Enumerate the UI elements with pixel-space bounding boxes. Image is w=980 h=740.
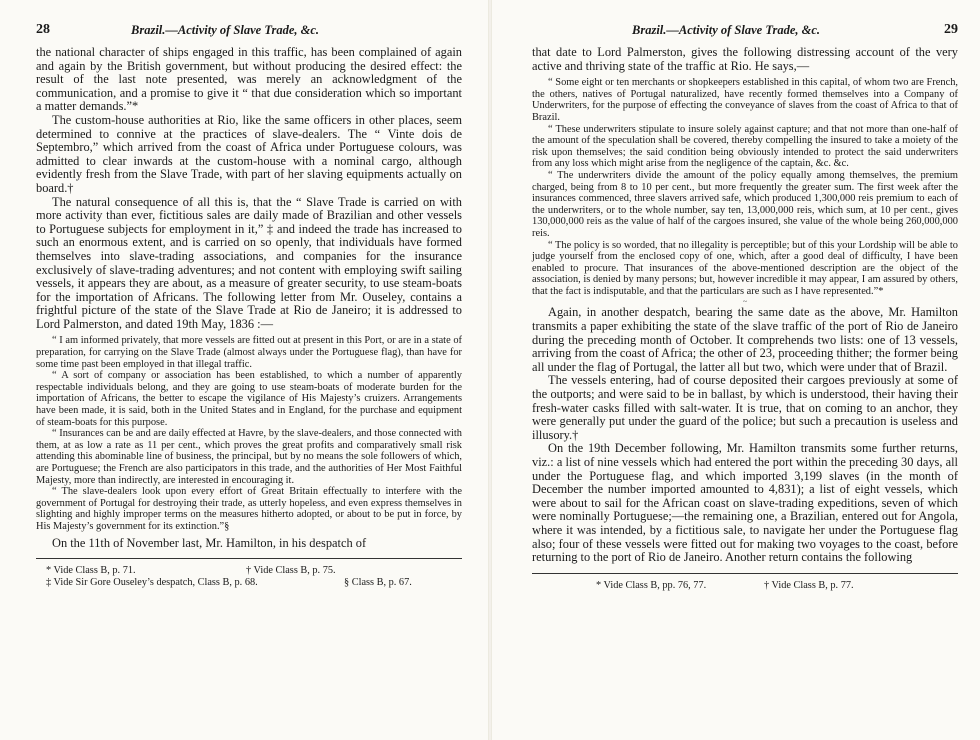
header-title: Brazil.—Activity of Slave Trade, &c.	[632, 23, 821, 37]
footnote: * Vide Class B, pp. 76, 77.	[596, 579, 707, 591]
quotation: “ Some eight or ten merchants or shopkeepers established in this capital, of whom two are French, the others, natives of Portugal naturalized, have recently formed themselves into a Company of Underwriters, for the purpose of effecting the conveyance of slaves from the coast of Africa to that of Brazil.	[532, 77, 958, 123]
quotation: “ The policy is so worded, that no illegality is perceptible; but of this your Lordship will be able to judge yourself from the enclosed copy of one, which, after a good deal of difficulty, I have been enabled to procure. That insurances of the above-mentioned description are the object of the association, is denied by many persons; but, however incredible it may appear, I am assured by others, that the fact is indisputable, and that the particulars are such as I have represented.”*	[532, 239, 958, 297]
quotation: “ These underwriters stipulate to insure solely against capture; and that not more than one-half of the amount of the speculation shall be covered, thereby compelling the insured to take a moiety of the risk upon themselves; the said condition being obviously intended to protect the said underwriters from any loss which might arise from the negligence of the captain, &c. &c.	[532, 123, 958, 170]
page-number: 28	[36, 22, 50, 37]
quotation: “ A sort of company or association has been established, to which a number of apparently respectable individuals belong, and they are going to use steam-boats of moderate burden for the importation of Africans, the better to escape the vigilance of His Majesty’s cruizers. Arrangements have been made, it is said, both in the United States and in England, for the purchase and equipment of steam-boats for this purpose.	[36, 370, 462, 428]
paragraph: The custom-house authorities at Rio, like the same officers in other places, seem determined to connive at the practices of slave-dealers. The “ Vinte dois de Septembro,” which arrived from the coast of Africa under Portuguese colours, was admitted to clear inwards at the custom-house with a nominal cargo, although evidently fresh from the Slave Trade, with part of her slaving equipments actually on board.†	[36, 112, 462, 195]
page-number: 29	[944, 22, 958, 37]
running-header	[532, 22, 958, 46]
quotation: “ Insurances can be and are daily effected at Havre, by the slave-dealers, and those connected with them, at as low a rate as 11 per cent., which proves the great profits and comparatively small risk attending this abominable line of business, the principal, but by no means the sole followers of which, are Portuguese; the French are also participators in this trade, and the authorities of Her Most Faithful Majesty, more than indirectly, are interested in encouraging it.	[36, 428, 462, 486]
footnote: † Vide Class B, p. 77.	[764, 579, 854, 591]
paragraph: On the 19th December following, Mr. Hamilton transmits some further returns, viz.: a list of nine vessels which had entered the port within the preceding 30 days, all under the Portuguese flag, and which imported 3,199 slaves (in the month of December the number imported amounted to 4,831); a list of eight vessels, which were about to sail for the African coast on slave-trading expeditions, seven of which were nominally Portuguese;—the remaining one, a Brazilian, entered out for Angola, where it was intended, by a fictitious sale, to navigate her under the Portuguese flag also; four of these vessels were fitted out for making two voyages to the coast, before returning to the port of Rio de Janeiro. Another return contains the following	[532, 441, 958, 565]
paragraph: The natural consequence of all this is, that the “ Slave Trade is carried on with more activity than ever, fictitious sales are daily made of Brazilian and other vessels to Portuguese subjects for employment in it,” ‡ and indeed the trade has increased to such an enormous extent, and is carried on so openly, that individuals have formed themselves into slave-trading associations, and companies for the insurance exclusively of slave-trading adventures; and not content with employing swift sailing vessels, it appears they are about, as a measure of greater security, to use steam-boats for the importation of Africans. The following letter from Mr. Ouseley, contains a frightful picture of the state of the Slave Trade at Rio de Janeiro; it is addressed to Lord Palmerston, and dated 19th May, 1836 :—	[36, 194, 462, 331]
running-header	[36, 22, 462, 46]
footnote: * Vide Class B, p. 71.	[46, 565, 136, 577]
footnote: † Vide Class B, p. 75.	[246, 565, 336, 577]
paragraph: The vessels entering, had of course deposited their cargoes previously at some of the outports; and were said to be in ballast, by which is understood, their having their fresh-water casks filled with salt-water. It is true, that on coming to an anchor, they were generally put under the guard of the police; but such a precaution is useless and illusory.†	[532, 373, 958, 442]
paragraph: Again, in another despatch, bearing the same date as the above, Mr. Hamilton transmits a paper exhibiting the state of the slave traffic of the port of Rio de Janeiro during the preceding month of October. It comprehends two lists: one of 13 vessels, arriving from the coast of Africa; the other of 23, proceeding thither; the former being all under the flag of Portugal, the latter all but two, which were under that of Brazil.	[532, 305, 958, 374]
footnote: ‡ Vide Sir Gore Ouseley’s despatch, Class B, p. 68.	[46, 577, 258, 589]
footnotes	[532, 580, 958, 592]
footnote: § Class B, p. 67.	[344, 577, 412, 589]
printer-mark: ~	[742, 297, 748, 307]
paragraph: On the 11th of November last, Mr. Hamilton, in his despatch of	[52, 535, 367, 550]
footnote-rule	[532, 573, 958, 574]
footnotes	[36, 565, 462, 589]
header-title: Brazil.—Activity of Slave Trade, &c.	[131, 23, 320, 37]
quotation: “ The slave-dealers look upon every effort of Great Britain effectually to interfere with the government of Portugal for destroying their trade, as utterly hopeless, and even express themselves in slighting and highly improper terms on the measures hitherto adopted, or about to be put in force, by His Majesty’s government for its extinction.”§	[36, 486, 462, 532]
paragraph: that date to Lord Palmerston, gives the following distressing account of the very active and thriving state of the traffic at Rio. He says,—	[532, 45, 958, 73]
right-page	[490, 0, 980, 740]
quotation: “ The underwriters divide the amount of the policy equally among themselves, the premium charged, being from 8 to 10 per cent., but more frequently the greater sum. The first week after the insurances commenced, three slavers arrived safe, which produced 1,300,000 reis premium to each of the underwriters, or to the whole number, say ten, 13,000,000 reis, which sum, at 10 per cent., gives 130,000,000 reis as the value of half of the cargoes insured, she value of the whole being 260,000,000 reis.	[532, 169, 958, 239]
footnote-rule	[36, 558, 462, 559]
quotation: “ I am informed privately, that more vessels are fitted out at present in this Port, or are in a state of preparation, for carrying on the Slave Trade (almost always under the Portuguese flag), than have for some time past been employed in that illegal traffic.	[36, 335, 462, 370]
paragraph: the national character of ships engaged in this traffic, has been complained of again and again by the British government, but without producing the desired effect: the result of the last note presented, was merely an acknowledgment of the communication, and a promise to give it “ that due consideration which so important a matter demands.”*	[36, 45, 462, 114]
